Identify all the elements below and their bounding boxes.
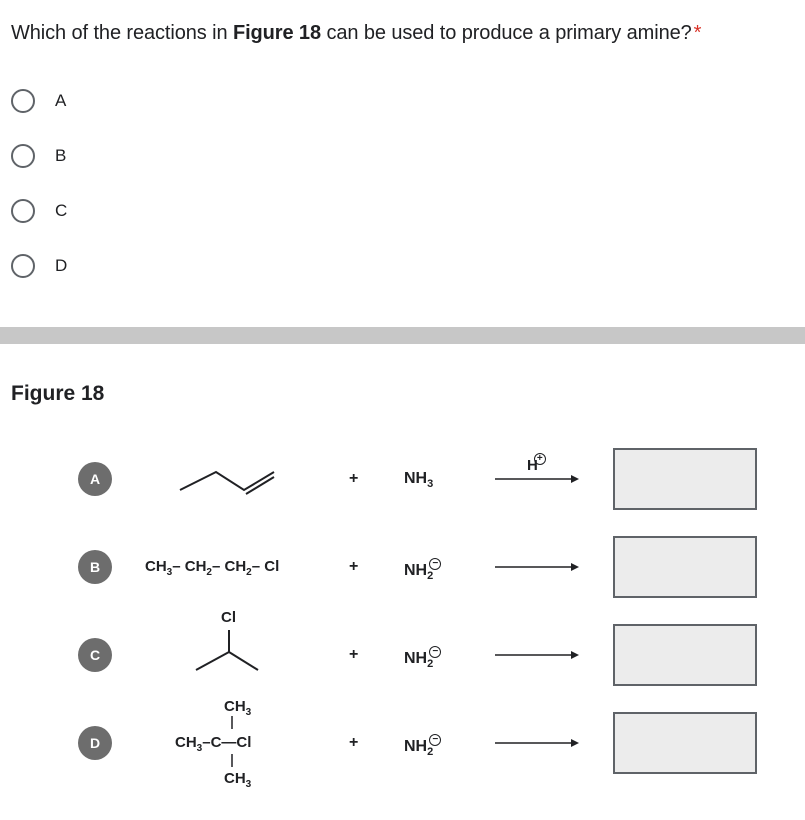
product-box-a[interactable] <box>613 448 757 510</box>
section-divider <box>0 327 805 344</box>
radio-button-c[interactable] <box>11 199 35 223</box>
radio-button-b[interactable] <box>11 144 35 168</box>
negative-charge-icon: − <box>429 734 441 746</box>
reaction-arrow-b <box>495 561 585 573</box>
reaction-badge-b: B <box>78 550 112 584</box>
reaction-arrow-c <box>495 649 585 661</box>
question-figure-ref: Figure 18 <box>232 22 321 44</box>
reagent-b: $NH_2-$ <box>404 558 441 582</box>
question-text-after: can be used to produce a primary amine? <box>320 22 692 44</box>
option-label-d: D <box>55 256 68 275</box>
negative-charge-icon: − <box>429 646 441 658</box>
reagent-d: $NH_2-$ <box>404 734 441 758</box>
plus-sign-d: + <box>349 734 359 751</box>
product-box-b[interactable] <box>613 536 757 598</box>
plus-sign-c: + <box>349 646 359 663</box>
question-title <box>11 22 701 45</box>
required-asterisk: * <box>693 22 702 44</box>
option-b[interactable] <box>11 141 66 171</box>
reaction-arrow-d <box>495 737 585 749</box>
isopropyl-chloride-structure <box>194 628 260 674</box>
option-d[interactable] <box>11 251 67 281</box>
option-a[interactable] <box>11 86 66 116</box>
option-label-c: C <box>55 201 68 220</box>
substrate-d-middle: $CH_3-C—Cl$ <box>175 734 252 754</box>
substrate-c-cl: Cl <box>221 609 236 626</box>
reaction-badge-c: C <box>78 638 112 672</box>
bond-bottom-d <box>230 754 234 768</box>
product-box-d[interactable] <box>613 712 757 774</box>
substrate-b: $CH_3-$ $CH_2-$ $CH_2-$ Cl <box>145 558 280 578</box>
bond-top-d <box>230 716 234 730</box>
product-box-c[interactable] <box>613 624 757 686</box>
reaction-badge-a: A <box>78 462 112 496</box>
reagent-c: $NH_2-$ <box>404 646 441 670</box>
reaction-badge-d: D <box>78 726 112 760</box>
reagent-a: $NH_3$ <box>404 470 434 491</box>
substrate-d-bottom: $CH_3$ <box>224 770 252 790</box>
plus-sign-a: + <box>349 470 359 487</box>
catalyst-label: H+ <box>527 453 546 474</box>
substrate-d-top: $CH_3$ <box>224 698 252 718</box>
negative-charge-icon: − <box>429 558 441 570</box>
reaction-arrow-a <box>495 473 585 485</box>
positive-charge-icon: + <box>534 453 546 465</box>
option-label-a: A <box>55 91 67 110</box>
option-label-b: B <box>55 146 67 165</box>
propene-structure <box>178 466 278 496</box>
plus-sign-b: + <box>349 558 359 575</box>
radio-button-a[interactable] <box>11 89 35 113</box>
radio-button-d[interactable] <box>11 254 35 278</box>
option-c[interactable] <box>11 196 67 226</box>
figure-title: Figure 18 <box>11 382 105 405</box>
question-text-before: Which of the reactions in <box>11 22 233 44</box>
